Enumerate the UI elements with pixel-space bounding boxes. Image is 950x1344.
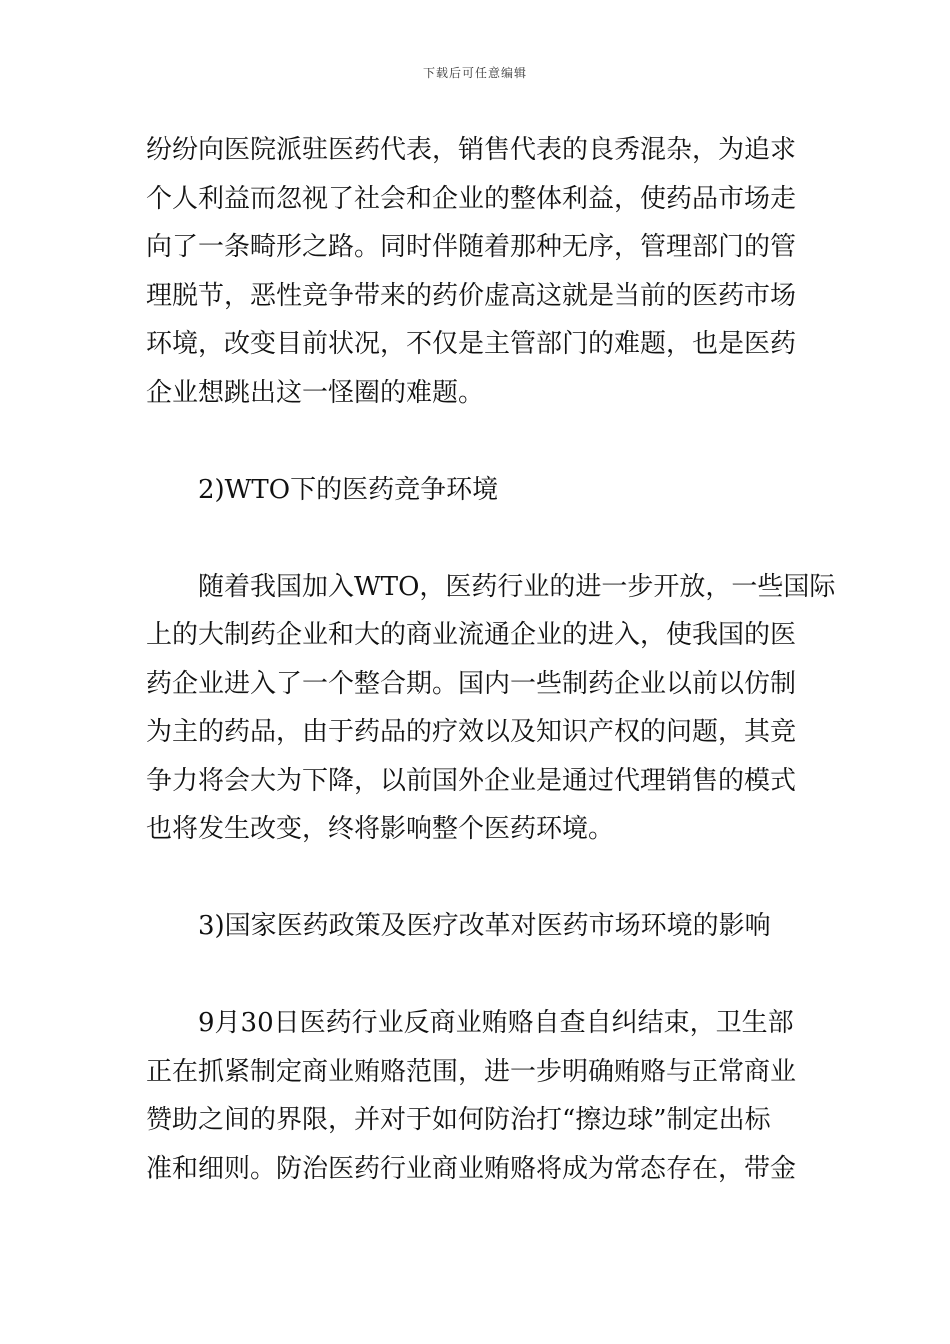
paragraph-line: 向了一条畸形之路。同时伴随着那种无序，管理部门的管 — [146, 232, 797, 262]
paragraph-line: 争力将会大为下降，以前国外企业是通过代理销售的模式 — [146, 765, 797, 796]
paragraph-line: 环境，改变目前状况，不仅是主管部门的难题，也是医药 — [146, 329, 797, 359]
page-header-note: 下载后可任意编辑 — [422, 66, 527, 80]
paragraph-line: 9月30日医药行业反商业贿赂自查自纠结束，卫生部 — [198, 1008, 794, 1038]
paragraph-line: 也将发生改变，终将影响整个医药环境。 — [146, 814, 615, 844]
paragraph-line: 为主的药品，由于药品的疗效以及知识产权的问题，其竞 — [146, 717, 797, 747]
paragraph-market-environment — [146, 126, 810, 417]
section-heading-policy — [146, 902, 810, 951]
paragraph-line: 个人利益而忽视了社会和企业的整体利益，使药品市场走 — [146, 183, 797, 214]
paragraph-line: 准和细则。防治医药行业商业贿赂将成为常态存在，带金 — [146, 1153, 797, 1184]
paragraph-line: 赞助之间的界限，并对于如何防治打“擦边球”制定出标 — [146, 1105, 771, 1135]
paragraph-line: 企业想跳出这一怪圈的难题。 — [146, 377, 485, 408]
section-heading-wto — [146, 466, 810, 515]
heading-text: 3)国家医药政策及医疗改革对医药市场环境的影响 — [198, 911, 771, 941]
paragraph-wto — [146, 563, 836, 854]
paragraph-policy — [146, 999, 810, 1193]
document-body — [146, 126, 836, 1193]
paragraph-line: 理脱节，恶性竞争带来的药价虚高这就是当前的医药市场 — [146, 280, 797, 311]
paragraph-line: 药企业进入了一个整合期。国内一些制药企业以前以仿制 — [146, 668, 797, 699]
paragraph-line: 纷纷向医院派驻医药代表，销售代表的良秀混杂，为追求 — [146, 135, 797, 165]
paragraph-line: 上的大制药企业和大的商业流通企业的进入，使我国的医 — [146, 620, 797, 650]
paragraph-line: 随着我国加入WTO，医药行业的进一步开放，一些国际 — [198, 571, 836, 602]
heading-text: 2)WTO下的医药竞争环境 — [198, 474, 499, 505]
paragraph-line: 正在抓紧制定商业贿赂范围，进一步明确贿赂与正常商业 — [146, 1056, 797, 1087]
